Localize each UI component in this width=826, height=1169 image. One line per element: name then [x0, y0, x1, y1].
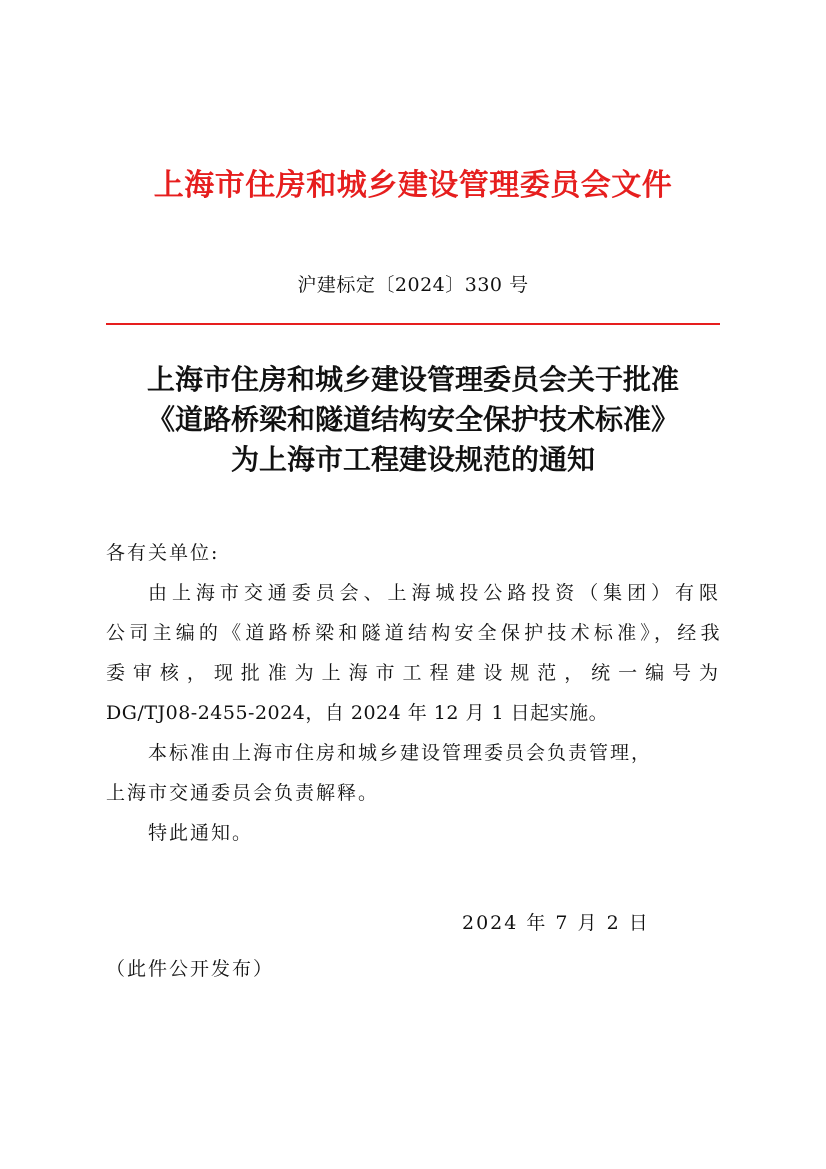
- paragraph-line: 公司主编的《道路桥梁和隧道结构安全保护技术标准》，经我: [106, 622, 720, 644]
- closing-line: 特此通知。: [148, 822, 254, 844]
- paragraph-line: 由上海市交通委员会、上海城投公路投资（集团）有限: [148, 582, 720, 604]
- paragraph-line: 上海市交通委员会负责解释。: [106, 782, 380, 804]
- notice-title-line: 上海市住房和城乡建设管理委员会关于批准: [146, 363, 679, 396]
- salutation: 各有关单位:: [106, 542, 220, 564]
- notice-title: [60, 360, 766, 480]
- issue-date: 2024 年 7 月 2 日: [462, 912, 650, 934]
- notice-title-line: 《道路桥梁和隧道结构安全保护技术标准》: [146, 403, 679, 436]
- paragraph-line: DG/TJ08-2455-2024，自 2024 年 12 月 1 日起实施。: [106, 702, 609, 724]
- issuer-title: 上海市住房和城乡建设管理委员会文件: [153, 168, 673, 203]
- notice-title-line: 为上海市工程建设规范的通知: [230, 443, 595, 476]
- paragraph-line: 委审核，现批准为上海市工程建设规范，统一编号为: [106, 662, 720, 684]
- publish-note: （此件公开发布）: [106, 958, 275, 980]
- notice-body: [106, 533, 720, 853]
- paragraph-line: 本标准由上海市住房和城乡建设管理委员会负责管理，: [148, 742, 653, 764]
- document-number: 沪建标定〔2024〕330 号: [297, 274, 529, 296]
- red-divider-line: [106, 323, 720, 325]
